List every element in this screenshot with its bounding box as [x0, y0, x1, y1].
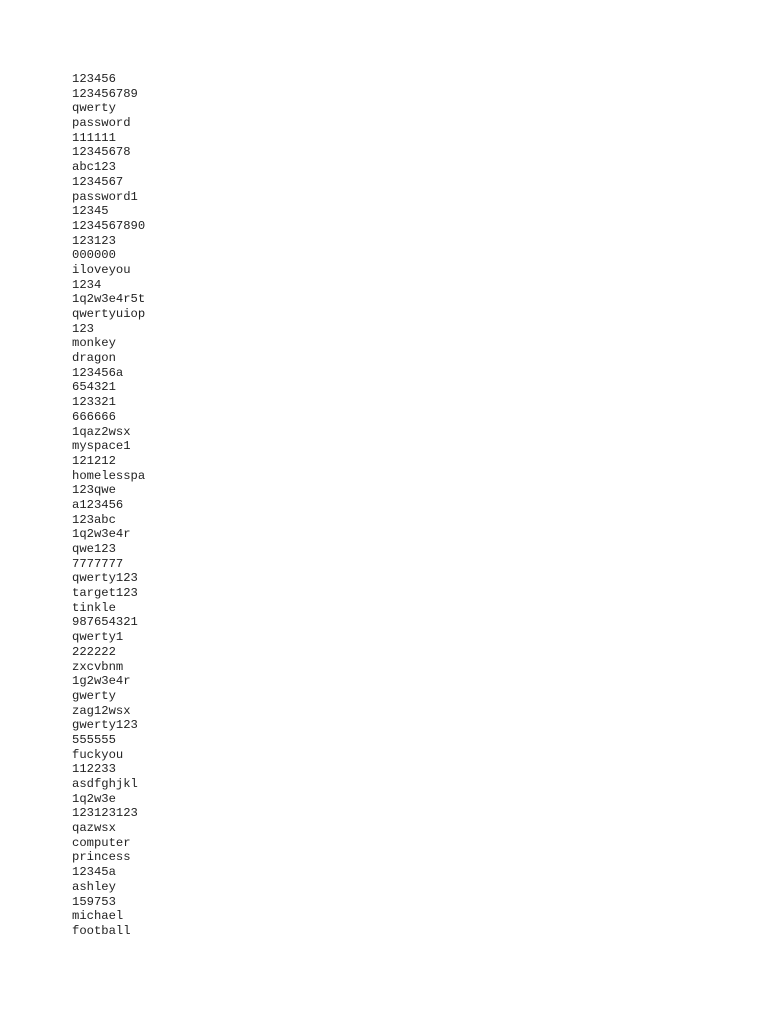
text-line: 555555 [72, 732, 116, 747]
text-line: 12345 [72, 204, 109, 219]
text-line: gwerty [72, 688, 116, 703]
text-line: 987654321 [72, 615, 138, 630]
text-line: qwertyuiop [72, 307, 146, 321]
text-line: qwerty1 [72, 630, 124, 645]
text-line: asdfghjkl [72, 777, 138, 791]
text-line: 1234567 [72, 174, 124, 189]
text-line: 1qaz2wsx [72, 424, 131, 439]
text-line: iloveyou [72, 262, 131, 277]
text-line: 111111 [72, 130, 116, 145]
text-line: football [72, 923, 131, 938]
text-line: computer [72, 835, 131, 850]
text-line: 123123 [72, 233, 116, 248]
text-line: abc123 [72, 160, 116, 175]
text-line: 1q2w3e4r [72, 527, 131, 542]
text-line: 000000 [72, 248, 116, 263]
text-line: password [72, 116, 131, 131]
text-line: 123 [72, 321, 94, 336]
text-line: 123abc [72, 512, 116, 527]
text-line: 1q2w3e4r5t [72, 292, 146, 307]
document-text-list [72, 72, 692, 939]
text-line: 1234 [72, 277, 102, 292]
text-line: homelesspa [72, 468, 146, 483]
text-line: monkey [72, 336, 116, 351]
text-line: a123456 [72, 497, 124, 512]
text-line: password1 [72, 189, 138, 204]
text-line: 1g2w3e4r [72, 674, 131, 689]
text-line: tinkle [72, 600, 116, 615]
text-line: myspace1 [72, 439, 131, 454]
text-line: zag12wsx [72, 703, 131, 718]
text-line: 123456789 [72, 86, 138, 101]
text-line: 159753 [72, 894, 116, 909]
text-line: qwe123 [72, 542, 116, 556]
text-line: 123qwe [72, 483, 116, 498]
text-line: 1234567890 [72, 218, 146, 233]
text-line: 12345a [72, 865, 116, 880]
text-line: qwerty [72, 101, 116, 116]
text-line: zxcvbnm [72, 659, 124, 674]
text-line: princess [72, 850, 131, 865]
text-line: dragon [72, 351, 116, 366]
text-line: michael [72, 909, 124, 924]
text-line: qazwsx [72, 821, 116, 836]
text-line: qwerty123 [72, 571, 138, 586]
text-line: 666666 [72, 409, 116, 424]
text-line: 123321 [72, 395, 116, 410]
text-line: 12345678 [72, 145, 131, 160]
text-line: 121212 [72, 453, 116, 468]
text-line: 112233 [72, 762, 116, 777]
text-line: 222222 [72, 644, 116, 659]
text-line: 123456 [72, 72, 116, 86]
text-line: 123123123 [72, 806, 138, 821]
text-line: ashley [72, 879, 116, 894]
text-line: 1q2w3e [72, 791, 116, 806]
text-line: gwerty123 [72, 718, 138, 733]
text-line: 7777777 [72, 556, 124, 571]
text-line: 123456a [72, 365, 124, 380]
text-line: 654321 [72, 380, 116, 395]
text-line: target123 [72, 586, 138, 601]
text-line: fuckyou [72, 747, 124, 762]
